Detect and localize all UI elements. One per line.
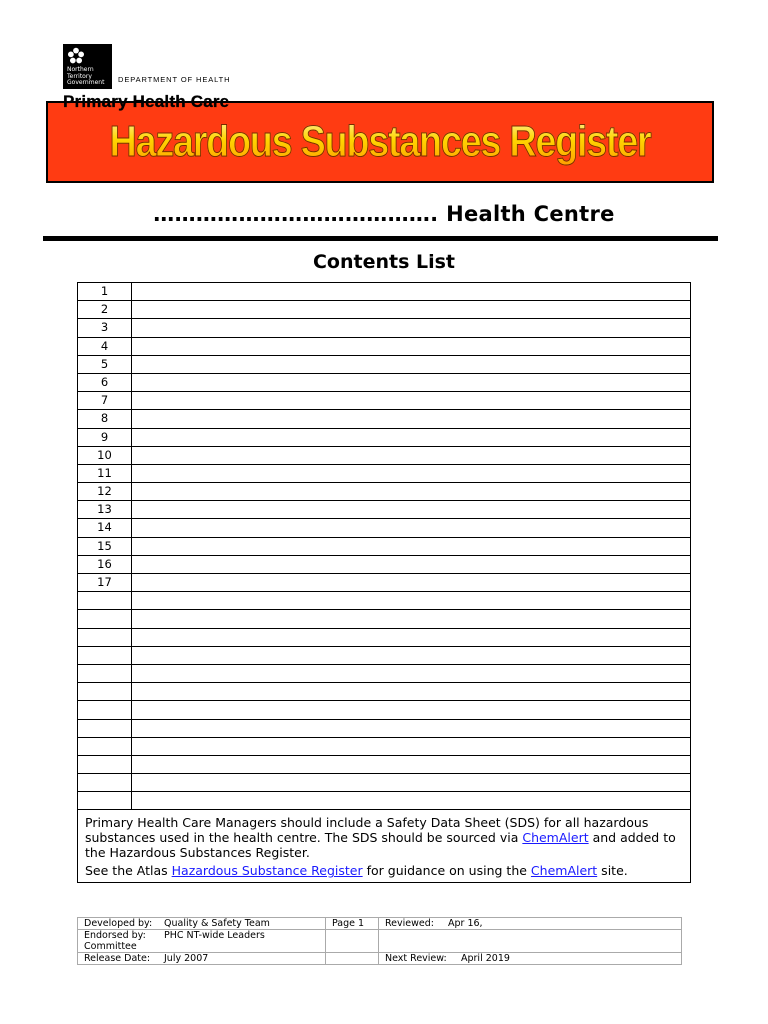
table-row [78,410,690,428]
table-row [78,538,690,556]
note-text: for guidance on using the [362,863,531,879]
row-entry[interactable] [132,338,690,355]
table-row [78,338,690,356]
row-entry[interactable] [132,629,690,646]
table-row [78,465,690,483]
table-row [78,283,690,301]
flower-icon [67,47,85,65]
table-row [78,738,690,756]
row-entry[interactable] [132,701,690,718]
row-entry[interactable] [132,283,690,300]
row-number: 17 [78,574,132,591]
row-number [78,720,132,737]
row-entry[interactable] [132,465,690,482]
table-row [78,774,690,792]
row-number: 13 [78,501,132,518]
chemalert-link[interactable]: ChemAlert [530,863,598,879]
row-entry[interactable] [132,374,690,391]
hazardous-register-link[interactable]: Hazardous Substance Register [171,863,363,879]
note-text: Primary Health Care Managers should include a Safety Data Sheet (SDS) for all hazardous substances used in the health centre. The SDS should be sourced via [85,815,649,846]
row-entry[interactable] [132,756,690,773]
row-number [78,756,132,773]
table-row [78,356,690,374]
row-number: 10 [78,447,132,464]
table-row [78,374,690,392]
row-entry[interactable] [132,483,690,500]
table-row [78,301,690,319]
row-number: 4 [78,338,132,355]
banner-title: Hazardous Substances Register [94,117,665,167]
sds-note [78,810,690,882]
endorsed-by: Endorsed by: PHC NT-wide Leaders Committee [78,930,326,953]
table-row [78,647,690,665]
row-number: 1 [78,283,132,300]
row-entry[interactable] [132,519,690,536]
row-number: 2 [78,301,132,318]
row-entry[interactable] [132,592,690,609]
row-entry[interactable] [132,665,690,682]
row-entry[interactable] [132,356,690,373]
reviewed: Reviewed: Apr 16, [379,918,682,930]
table-row [78,720,690,738]
note-paragraph-2 [85,863,683,878]
row-number: 9 [78,429,132,446]
row-number [78,792,132,809]
table-row [78,792,690,810]
row-number: 5 [78,356,132,373]
table-row [78,392,690,410]
note-text: See the Atlas [85,863,172,879]
developed-by: Developed by: Quality & Safety Team [78,918,326,930]
row-number [78,610,132,627]
row-entry[interactable] [132,792,690,809]
row-entry[interactable] [132,610,690,627]
table-row [78,483,690,501]
row-entry[interactable] [132,392,690,409]
program-name: Primary Health Care [63,92,230,111]
row-entry[interactable] [132,429,690,446]
divider [43,236,718,241]
note-paragraph-1 [85,815,683,860]
table-row [78,756,690,774]
table-row [78,519,690,537]
row-number [78,647,132,664]
table-row [78,319,690,337]
row-number [78,592,132,609]
table-row [78,556,690,574]
row-number: 8 [78,410,132,427]
table-row [78,683,690,701]
row-number [78,701,132,718]
table-row [78,501,690,519]
row-entry[interactable] [132,447,690,464]
row-number: 12 [78,483,132,500]
table-row [78,610,690,628]
row-number [78,629,132,646]
nt-government-logo [63,44,112,89]
row-entry[interactable] [132,774,690,791]
row-number: 15 [78,538,132,555]
row-number [78,774,132,791]
row-entry[interactable] [132,647,690,664]
page-number: Page 1 [326,918,379,930]
row-number: 11 [78,465,132,482]
row-number: 16 [78,556,132,573]
row-number: 7 [78,392,132,409]
row-entry[interactable] [132,319,690,336]
row-number: 3 [78,319,132,336]
logo-text: Northern Territory Government [67,66,105,86]
release-date: Release Date: July 2007 [78,953,326,965]
health-centre-title: …………………………………. Health Centre [153,202,615,226]
department-name: DEPARTMENT OF HEALTH [118,75,231,84]
note-text: site. [597,863,628,879]
table-row [78,429,690,447]
row-number: 14 [78,519,132,536]
row-number [78,665,132,682]
row-entry[interactable] [132,410,690,427]
chemalert-link[interactable]: ChemAlert [522,830,589,846]
table-row [78,665,690,683]
contents-list-title: Contents List [312,251,456,273]
row-number [78,683,132,700]
row-entry[interactable] [132,683,690,700]
row-entry[interactable] [132,501,690,518]
table-row [78,447,690,465]
next-review: Next Review: April 2019 [379,953,682,965]
contents-table [77,282,691,883]
row-number: 6 [78,374,132,391]
contents-rows [78,283,690,810]
table-row [78,592,690,610]
table-row [78,701,690,719]
table-row [78,574,690,592]
row-entry[interactable] [132,301,690,318]
row-entry[interactable] [132,556,690,573]
title-banner [46,101,714,183]
row-entry[interactable] [132,738,690,755]
row-entry[interactable] [132,720,690,737]
table-row [78,629,690,647]
row-entry[interactable] [132,574,690,591]
note-text: and added to the Hazardous Substances Register. [85,830,676,861]
row-entry[interactable] [132,538,690,555]
row-number [78,738,132,755]
document-footer [77,917,682,965]
